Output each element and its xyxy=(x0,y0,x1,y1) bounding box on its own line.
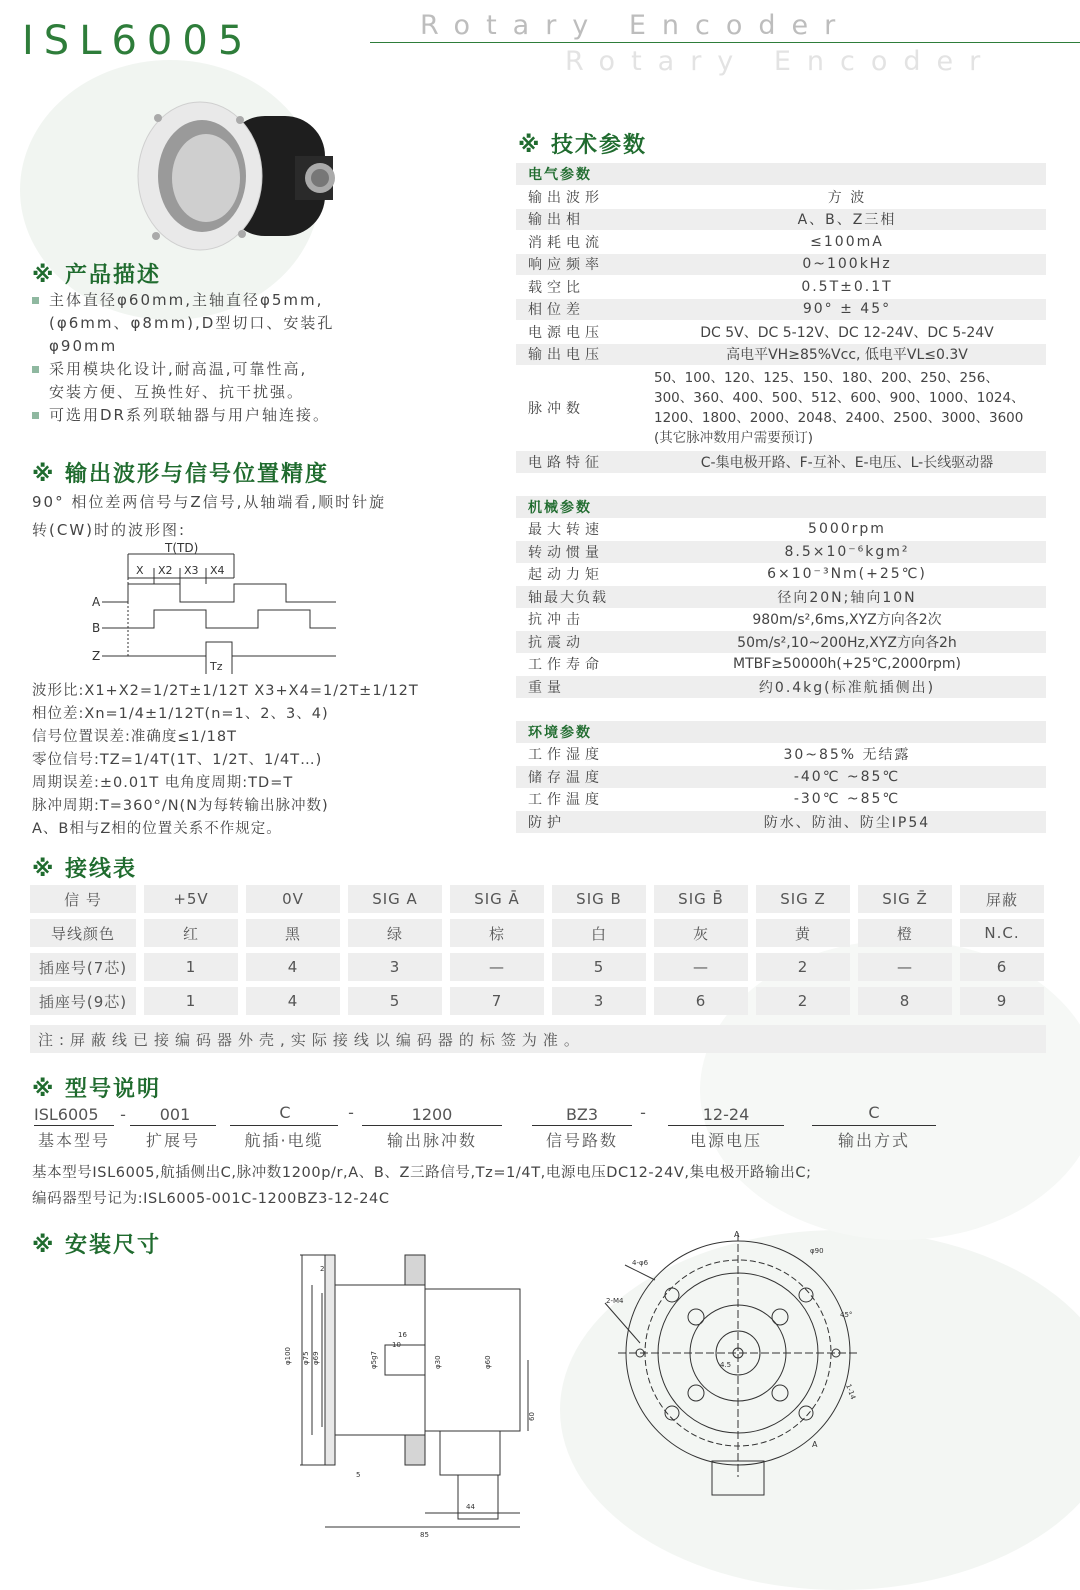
spec-row: 工作温度 -30℃ ~85℃ xyxy=(528,791,901,809)
spec-group-electrical: 电气参数 xyxy=(516,163,1046,185)
encoder-photo xyxy=(130,96,350,256)
wiring-row-label: 信 号 xyxy=(30,885,136,913)
spec-row: 轴最大负载 径向20N;轴向10N xyxy=(516,586,1046,608)
spec-row: 工作湿度 30~85% 无结露 xyxy=(528,747,911,764)
wiring-cell: 黑 xyxy=(246,919,340,947)
wiring-cell: SIG Ā xyxy=(450,885,544,913)
svg-text:φ90: φ90 xyxy=(810,1247,824,1255)
svg-text:44: 44 xyxy=(466,1503,475,1511)
code-label: 航插·电缆 xyxy=(244,1131,324,1150)
description-bullet: 主体直径φ60mm,主轴直径φ5mm, (φ6mm、φ8mm),D型切口、安装孔 φ90mm xyxy=(30,289,470,358)
code-underline xyxy=(812,1125,936,1126)
svg-text:φ30: φ30 xyxy=(434,1355,442,1369)
wiring-cell: 白 xyxy=(552,919,646,947)
wiring-cell: 棕 xyxy=(450,919,544,947)
code-label: 输出脉冲数 xyxy=(386,1131,477,1150)
wiring-cell: 4 xyxy=(246,953,340,981)
svg-text:60: 60 xyxy=(528,1412,536,1421)
wiring-cell: 2 xyxy=(756,987,850,1015)
spec-row: 输出电压 高电平VH≥85%Vcc, 低电平VL≤0.3V xyxy=(516,344,1046,366)
wiring-cell: +5V xyxy=(144,885,238,913)
header-subtitle-shadow: Rotary Encoder xyxy=(565,46,997,77)
wiring-cell: 9 xyxy=(960,987,1044,1015)
svg-text:2-M4: 2-M4 xyxy=(606,1297,624,1305)
code-underline xyxy=(230,1125,338,1126)
code-label: 扩展号 xyxy=(145,1131,200,1150)
code-underline xyxy=(532,1125,632,1126)
specs-heading: ※ 技术参数 xyxy=(518,133,648,158)
wiring-heading: ※ 接线表 xyxy=(32,857,138,882)
code-dash: - xyxy=(640,1103,646,1122)
code-voltage: 12-24 xyxy=(702,1105,750,1124)
code-label: 输出方式 xyxy=(837,1131,910,1150)
spec-row-pulses: 脉冲数 50、100、120、125、150、180、200、250、256、 300、360、400、500、512、600、900、1000、1024、 1200、1800、2000、2048、2400、2500、3000、3600 (其它脉冲数用户需要预订) xyxy=(528,370,1025,446)
wiring-cell: 4 xyxy=(246,987,340,1015)
code-label: 基本型号 xyxy=(37,1131,110,1150)
wiring-cell: 2 xyxy=(756,953,850,981)
code-base: ISL6005 xyxy=(34,1105,99,1124)
wiring-cell: 5 xyxy=(348,987,442,1015)
wiring-row-label: 导线颜色 xyxy=(30,919,136,947)
wiring-cell: 0V xyxy=(246,885,340,913)
wiring-cell: 绿 xyxy=(348,919,442,947)
description-bullet: 可选用DR系列联轴器与用户轴连接。 xyxy=(30,404,470,427)
code-underline xyxy=(668,1125,784,1126)
svg-text:A: A xyxy=(734,1230,740,1239)
waveform-t-label: T(TD) xyxy=(165,541,199,555)
spec-row: 抗冲击 980m/s²,6ms,XYZ方向各2次 xyxy=(528,612,942,629)
spec-row: 输出波形 方 波 xyxy=(528,189,867,206)
wiring-cell: 5 xyxy=(552,953,646,981)
wiring-row-label: 插座号(7芯) xyxy=(30,953,136,981)
wiring-cell: SIG B̄ xyxy=(654,885,748,913)
wiring-cell: 黄 xyxy=(756,919,850,947)
wiring-cell: 红 xyxy=(144,919,238,947)
svg-text:2: 2 xyxy=(320,1265,325,1273)
wiring-cell: 3 xyxy=(348,953,442,981)
wiring-cell: SIG A xyxy=(348,885,442,913)
wiring-cell: 屏蔽 xyxy=(960,885,1044,913)
svg-text:85: 85 xyxy=(420,1531,429,1539)
waveform-heading: ※ 输出波形与信号位置精度 xyxy=(32,462,330,487)
spec-row: 防护 防水、防油、防尘IP54 xyxy=(516,811,1046,833)
waveform-a-label: A xyxy=(92,595,101,609)
waveform-tz-label: Tz xyxy=(210,660,223,673)
wiring-note: 注:屏蔽线已接编码器外壳,实际接线以编码器的标签为准。 xyxy=(30,1025,1046,1053)
spec-table xyxy=(516,163,1046,834)
code-label: 电源电压 xyxy=(689,1131,762,1150)
wiring-cell: — xyxy=(858,953,952,981)
wiring-row xyxy=(30,987,1046,1015)
spec-row: 转动惯量 8.5×10⁻⁶kgm² xyxy=(516,541,1046,563)
svg-text:4-φ6: 4-φ6 xyxy=(632,1259,649,1267)
spec-row: 消耗电流 ≤100mA xyxy=(528,233,884,251)
code-label: 信号路数 xyxy=(545,1131,618,1150)
wiring-row xyxy=(30,953,1046,981)
header-rule xyxy=(370,42,1080,43)
wiring-cell: — xyxy=(450,953,544,981)
code-output: C xyxy=(868,1103,880,1122)
waveform-intro: 90° 相位差两信号与Z信号,从轴端看,顺时针旋 转(CW)时的波形图: xyxy=(32,493,387,539)
wiring-cell: 6 xyxy=(654,987,748,1015)
description-heading: ※ 产品描述 xyxy=(32,263,162,288)
spec-row: 相位差 90° ± 45° xyxy=(516,299,1046,321)
wiring-cell: N.C. xyxy=(960,919,1044,947)
svg-text:φ60: φ60 xyxy=(484,1355,492,1369)
svg-text:X3: X3 xyxy=(184,564,199,577)
waveform-b-label: B xyxy=(92,621,101,635)
svg-text:45°: 45° xyxy=(840,1311,853,1319)
spec-row: 电源电压 DC 5V、DC 5-12V、DC 12-24V、DC 5-24V xyxy=(528,324,994,341)
wiring-cell: 3 xyxy=(552,987,646,1015)
spec-row: 起动力矩 6×10⁻³Nm(+25℃) xyxy=(528,566,927,584)
svg-text:φ100: φ100 xyxy=(284,1347,292,1365)
model-title: ISL6005 xyxy=(22,18,254,64)
code-underline xyxy=(34,1125,114,1126)
spec-row: 储存温度 -40℃ ~85℃ xyxy=(516,766,1046,788)
description-list xyxy=(30,289,470,427)
wiring-row-label: 插座号(9芯) xyxy=(30,987,136,1015)
header-subtitle: Rotary Encoder xyxy=(420,10,852,41)
svg-text:φ69: φ69 xyxy=(312,1351,320,1365)
wiring-cell: 7 xyxy=(450,987,544,1015)
code-connector: C xyxy=(279,1103,291,1122)
wiring-row xyxy=(30,919,1046,947)
svg-text:X2: X2 xyxy=(158,564,173,577)
spec-group-mechanical: 机械参数 xyxy=(516,496,1046,518)
wiring-table xyxy=(30,885,1046,1021)
front-view-drawing xyxy=(600,1225,870,1535)
wiring-cell: 6 xyxy=(960,953,1044,981)
svg-text:16: 16 xyxy=(398,1331,407,1339)
code-underline xyxy=(130,1125,216,1126)
spec-row: 载空比 0.5T±0.1T xyxy=(528,278,893,296)
waveform-z-label: Z xyxy=(92,649,101,663)
wiring-cell: SIG Z̄ xyxy=(858,885,952,913)
svg-text:φ5g7: φ5g7 xyxy=(370,1351,378,1369)
svg-text:X4: X4 xyxy=(210,564,225,577)
spec-row: 输出相 A、B、Z三相 xyxy=(516,209,1046,231)
wiring-cell: 1 xyxy=(144,987,238,1015)
svg-text:5: 5 xyxy=(356,1471,361,1479)
svg-text:X: X xyxy=(136,564,144,577)
spec-row: 响应频率 0~100kHz xyxy=(516,254,1046,276)
description-bullet: 采用模块化设计,耐高温,可靠性高, 安装方便、互换性好、抗干扰强。 xyxy=(30,358,470,404)
svg-text:A: A xyxy=(812,1440,818,1449)
model-code-description: 基本型号ISL6005,航插侧出C,脉冲数1200p/r,A、B、Z三路信号,Tz=1/4T,电源电压DC12-24V,集电极开路输出C; 编码器型号记为:ISL6005-001C-1200BZ3-12-24C xyxy=(32,1165,812,1207)
spec-row: 抗震动 50m/s²,10~200Hz,XYZ方向各2h xyxy=(516,631,1046,653)
spec-group-environment: 环境参数 xyxy=(516,721,1046,743)
code-dash: - xyxy=(120,1105,126,1124)
spec-row: 工作寿命 MTBF≥50000h(+25℃,2000rpm) xyxy=(528,656,961,674)
svg-text:φ75: φ75 xyxy=(302,1351,310,1365)
code-ext: 001 xyxy=(159,1105,191,1124)
wiring-cell: 橙 xyxy=(858,919,952,947)
svg-text:1-14: 1-14 xyxy=(844,1382,858,1401)
code-signals: BZ3 xyxy=(565,1105,599,1124)
wiring-cell: 8 xyxy=(858,987,952,1015)
spec-row: 最大转速 5000rpm xyxy=(528,521,886,539)
wiring-cell: SIG B xyxy=(552,885,646,913)
wiring-cell: 灰 xyxy=(654,919,748,947)
waveform-notes: 波形比:X1+X2=1/2T±1/12T X3+X4=1/2T±1/12T 相位差:Xn=1/4±1/12T(n=1、2、3、4) 信号位置误差:准确度≤1/18T 零位信号:TZ=1/4T(1T、1/2T、1/4T…) 周期误差:±0.01T 电角度周期:TD=T 脉冲周期:T=360°/N(N为每转输出脉冲数) A、B相与Z相的位置关系不作规定。 xyxy=(32,683,419,837)
svg-text:4.5: 4.5 xyxy=(720,1361,732,1369)
svg-text:10: 10 xyxy=(392,1341,401,1349)
install-heading: ※ 安装尺寸 xyxy=(32,1233,162,1258)
code-underline xyxy=(362,1125,502,1126)
spec-row: 重量 约0.4kg(标准航插侧出) xyxy=(516,676,1046,698)
wiring-row xyxy=(30,885,1046,913)
model-code-heading: ※ 型号说明 xyxy=(32,1077,162,1102)
side-view-drawing xyxy=(280,1245,540,1540)
wiring-cell: 1 xyxy=(144,953,238,981)
spec-row: 电路特征 C-集电极开路、F-互补、E-电压、L-长线驱动器 xyxy=(516,451,1046,473)
wiring-cell: SIG Z xyxy=(756,885,850,913)
wiring-cell: — xyxy=(654,953,748,981)
waveform-diagram xyxy=(88,538,348,678)
code-dash: - xyxy=(348,1103,354,1122)
code-pulses: 1200 xyxy=(411,1105,453,1124)
